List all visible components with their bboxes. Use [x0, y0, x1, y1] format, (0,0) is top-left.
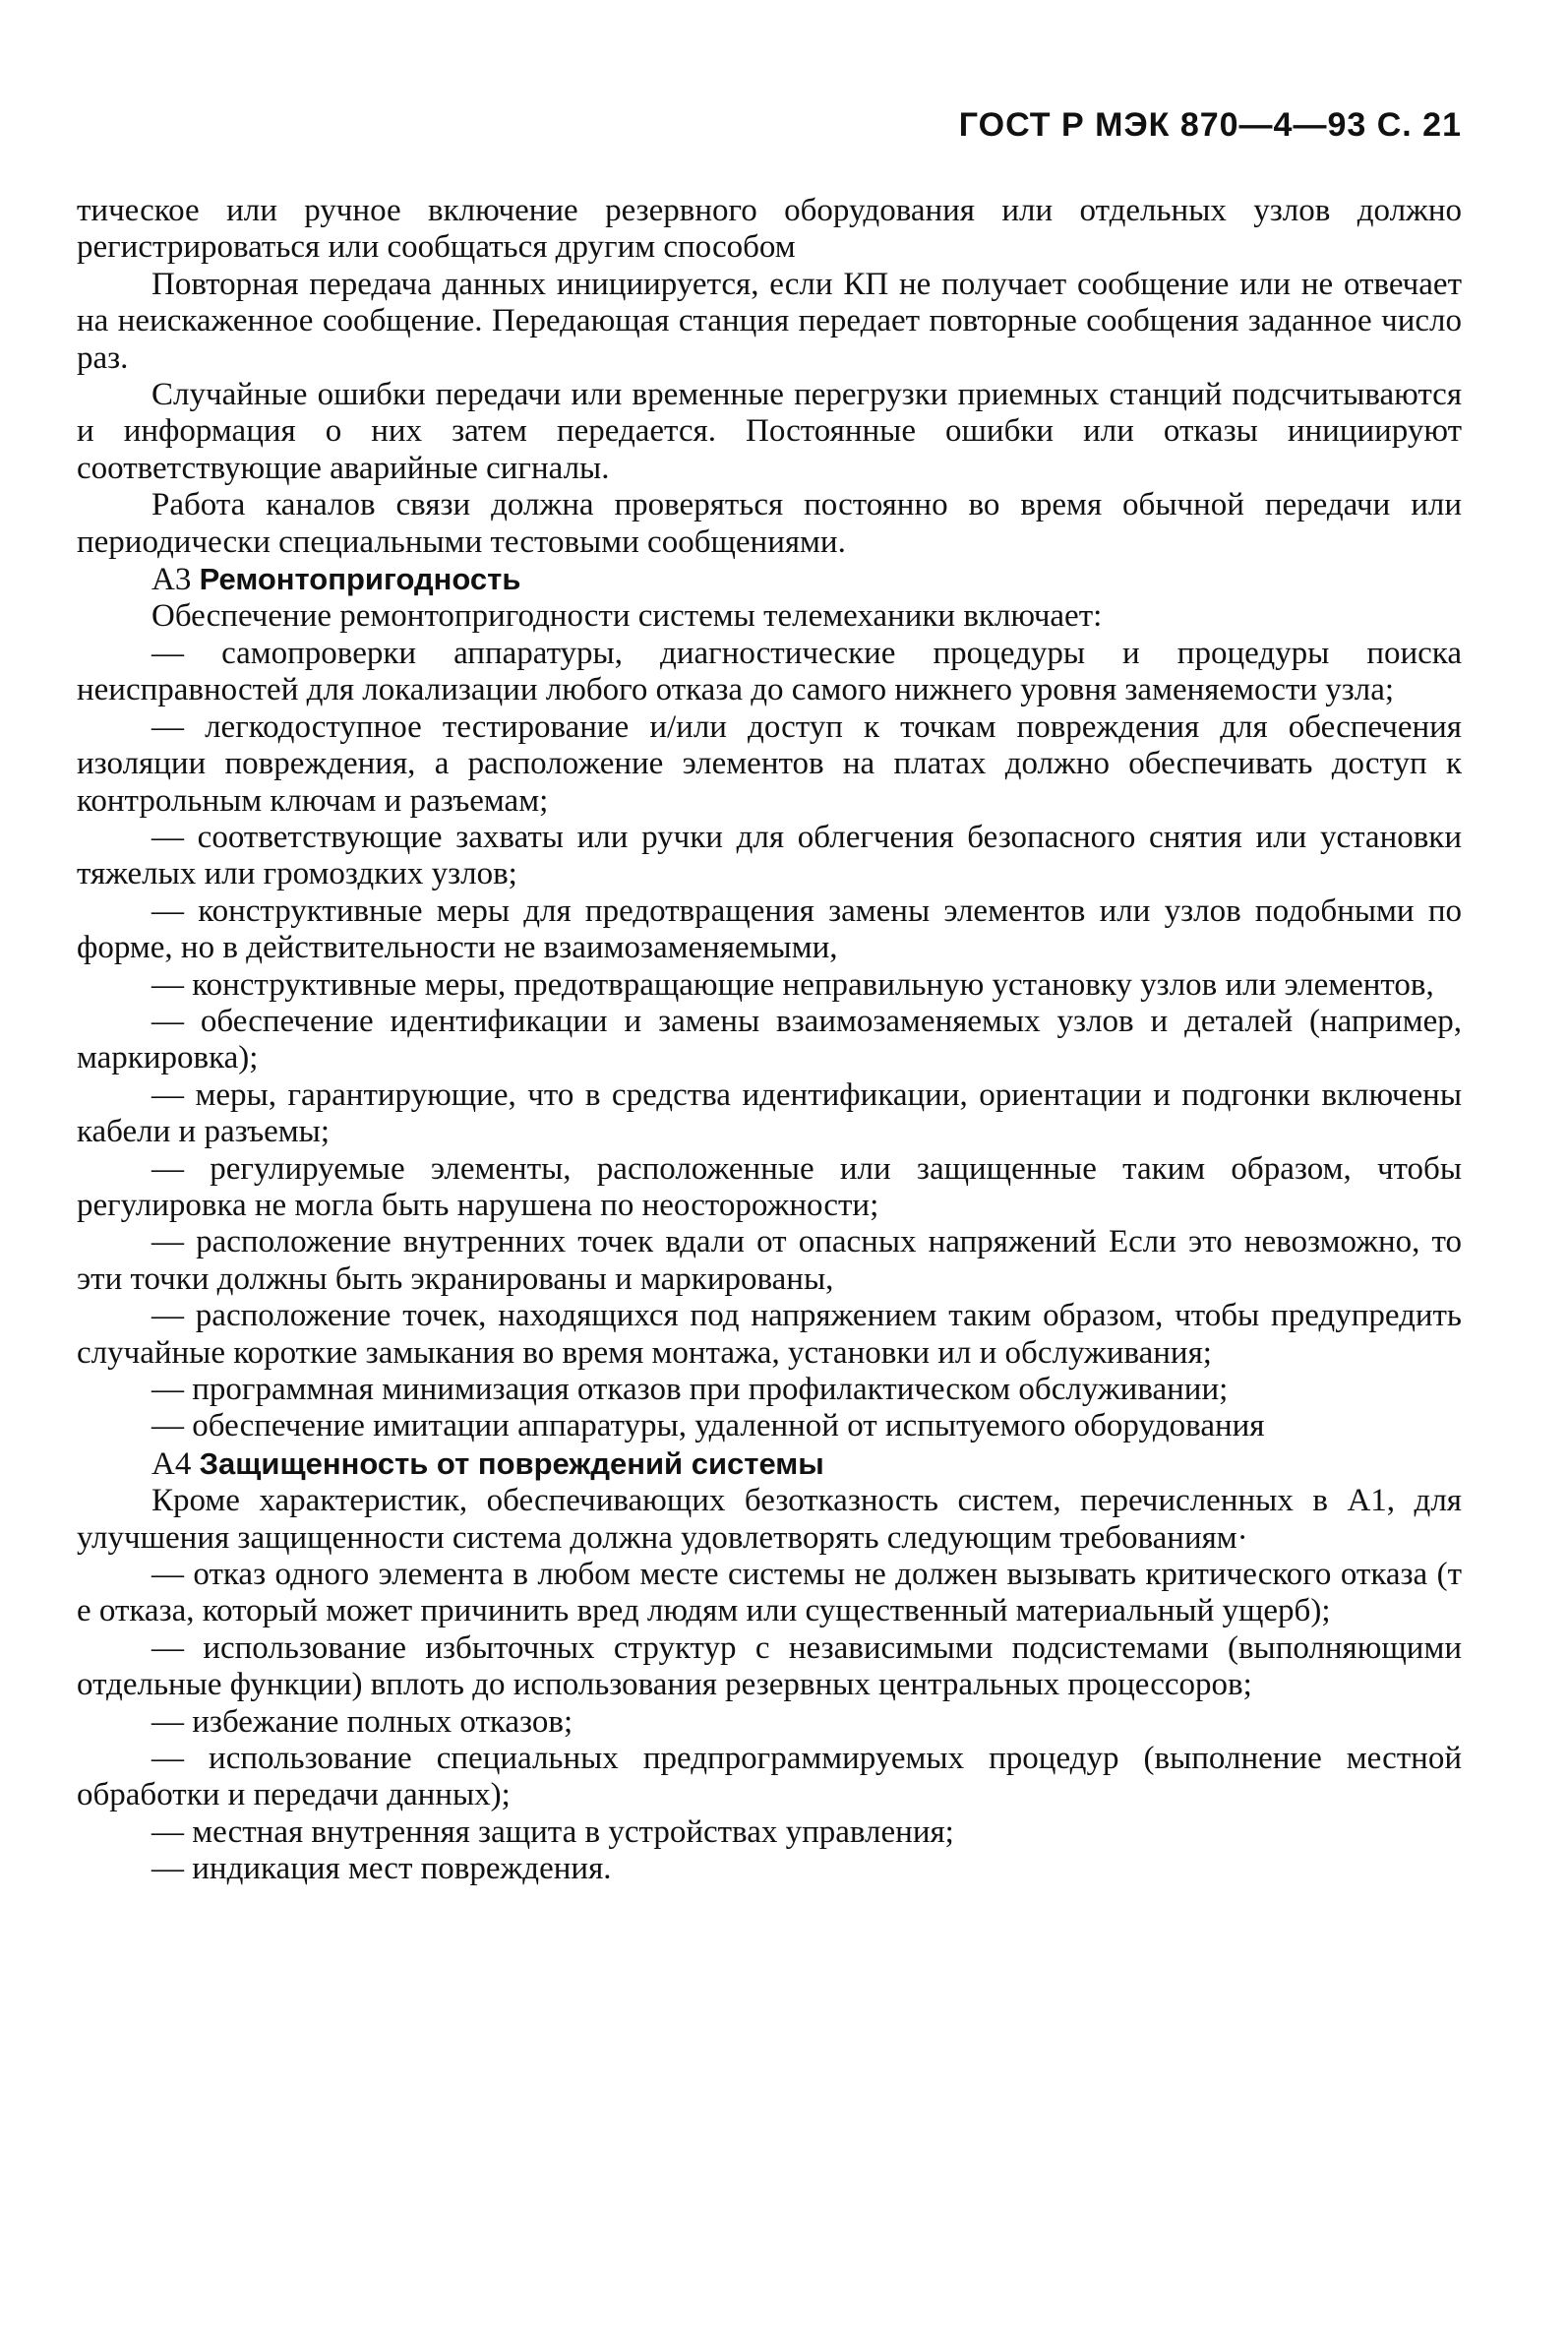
paragraph-intro: Кроме характеристик, обеспечивающих безотказность систем, перечисленных в А1, для улучшения защищенности система должна удовлетворять следующим требованиям· [77, 1483, 1462, 1556]
list-item: — использование специальных предпрограммируемых процедур (выполнение местной обработки и передачи данных); [77, 1741, 1462, 1813]
list-item: — конструктивные меры для предотвращения замены элементов или узлов подобными по форме, но в действительности не взаимозаменяемыми, [77, 892, 1462, 966]
list-item: — расположение внутренних точек вдали от опасных напряжений Если это невозможно, то эти точки должны быть экранированы и маркированы, [77, 1224, 1462, 1297]
section-title: Защищенность от повреждений системы [199, 1445, 824, 1481]
list-item: — регулируемые элементы, расположенные или защищенные таким образом, чтобы регулировка не могла быть нарушена по неосторожности; [77, 1150, 1462, 1223]
list-item: — использование избыточных структур с независимыми подсистемами (выполняющими отдельные функции) вплоть до использования резервных центральных процессоров; [77, 1629, 1462, 1703]
list-item: — самопроверки аппаратуры, диагностические процедуры и процедуры поиска неисправностей для локализации любого отказа до самого нижнего уровня заменяемости узла; [77, 635, 1462, 708]
list-item: — легкодоступное тестирование и/или доступ к точкам повреждения для обеспечения изоляции повреждения, а расположение элементов на платах должно обеспечивать доступ к контрольным ключам и разъемам; [77, 708, 1462, 819]
section-title: Ремонтопригодность [199, 562, 521, 597]
paragraph-continuation: тическое или ручное включение резервного оборудования или отдельных узлов должно регистрироваться или сообщаться другим способом [77, 193, 1462, 266]
list-item: — программная минимизация отказов при профилактическом обслуживании; [151, 1372, 1229, 1407]
paragraph-channel-check: Работа каналов связи должна проверяться постоянно во время обычной передачи или периодически специальными тестовыми сообщениями. [77, 487, 1462, 560]
section-heading-a4 [77, 1445, 1462, 1483]
list-item: — отказ одного элемента в любом месте системы не должен вызывать критического отказа (т е отказа, который может причинить вред людям или существенный материальный ущерб); [77, 1557, 1462, 1629]
section-number: А4 [151, 1445, 192, 1482]
list-item: — обеспечение имитации аппаратуры, удаленной от испытуемого оборудования [151, 1408, 1265, 1444]
list-item: — индикация мест повреждения. [151, 1851, 612, 1887]
paragraph-random-errors: Случайные ошибки передачи или временные перегрузки приемных станций подсчитываются и информация о них затем передается. Постоянные ошибки или отказы инициируют соответствующие аварийные сигналы. [77, 377, 1462, 486]
list-item: — обеспечение идентификации и замены взаимозаменяемых узлов и деталей (например, маркировка); [77, 1003, 1462, 1076]
list-item: — расположение точек, находящихся под напряжением таким образом, чтобы предупредить случайные короткие замыкания во время монтажа, установки ил и обслуживания; [77, 1298, 1462, 1371]
section-heading-a3 [77, 561, 1462, 598]
list-item: — соответствующие захваты или ручки для облегчения безопасного снятия или установки тяжелых или громоздких узлов; [77, 819, 1462, 892]
paragraph-intro: Обеспечение ремонтопригодности системы телемеханики включает: [151, 598, 1103, 635]
list-item: — конструктивные меры, предотвращающие неправильную установку узлов или элементов, [151, 966, 1434, 1003]
running-header: ГОСТ Р МЭК 870—4—93 С. 21 [958, 106, 1462, 144]
list-item: — избежание полных отказов; [151, 1703, 573, 1740]
list-item: — меры, гарантирующие, что в средства идентификации, ориентации и подгонки включены кабели и разъемы; [77, 1076, 1462, 1150]
list-item: — местная внутренняя защита в устройствах управления; [151, 1813, 954, 1850]
section-number: А3 [151, 562, 192, 598]
document-body [77, 193, 1462, 1888]
paragraph-retransmission: Повторная передача данных инициируется, если КП не получает сообщение или не отвечает на неискаженное сообщение. Передающая станция передает повторные сообщения заданное число раз. [77, 266, 1462, 376]
